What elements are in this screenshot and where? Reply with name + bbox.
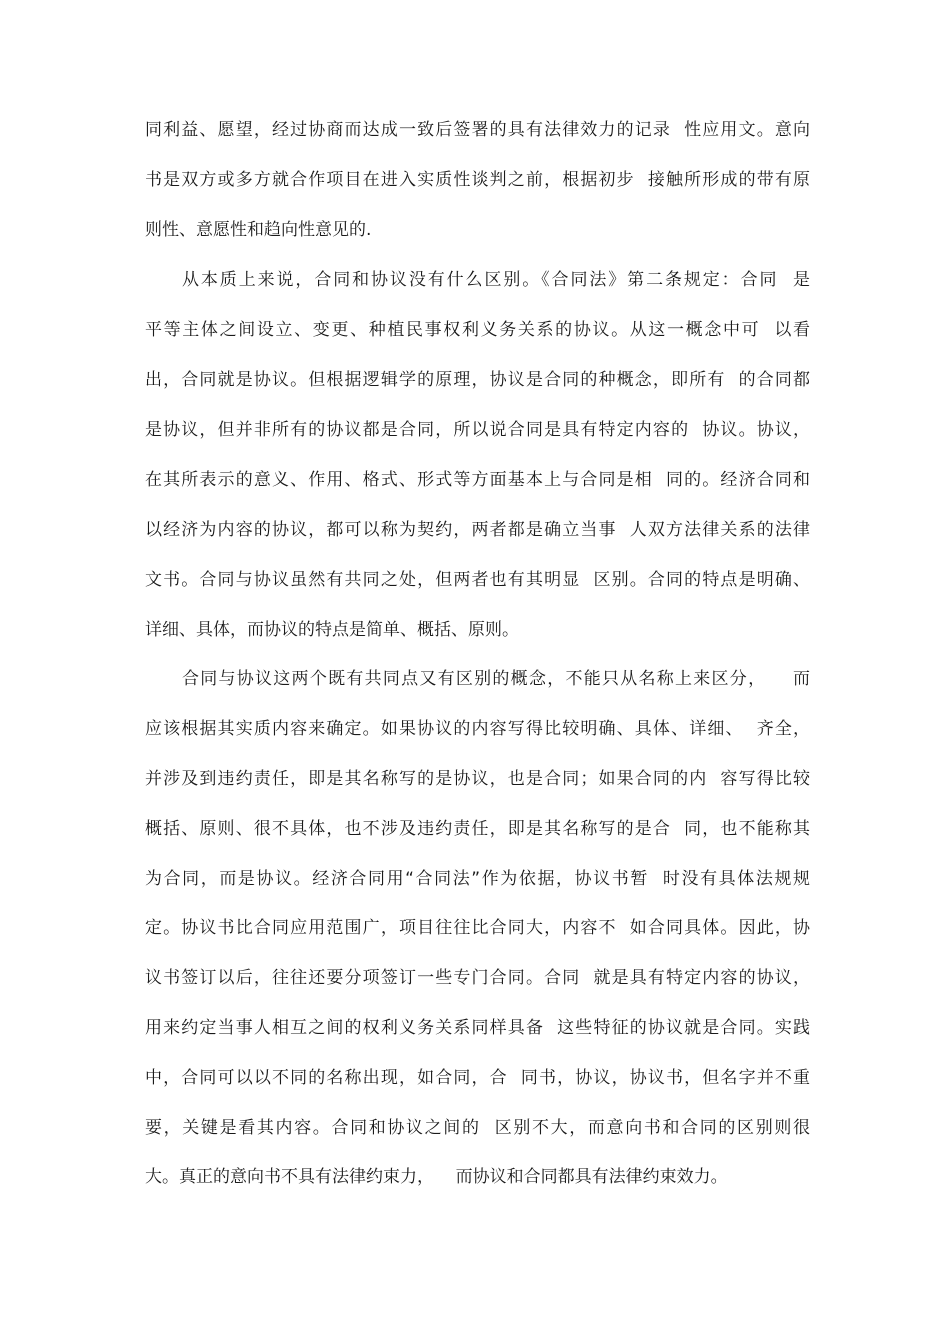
text-line: 平等主体之间设立、变更、种植民事权利义务关系的协议。从这一概念中可 以看 [145, 320, 810, 340]
text-line: 从本质上来说，合同和协议没有什么区别。《合同法》第二条规定：合同 是 [182, 270, 810, 290]
text-line: 概括、原则、很不具体，也不涉及违约责任，即是其名称写的是合 同，也不能称其 [145, 819, 810, 839]
text-line: 大。真正的意向书不具有法律约束力， 而协议和合同都具有法律约束效力。 [145, 1167, 728, 1187]
text-line: 要，关键是看其内容。合同和协议之间的 区别不大，而意向书和合同的区别则很 [145, 1118, 810, 1138]
text-line: 并涉及到违约责任，即是其名称写的是协议，也是合同；如果合同的内 容写得比较 [145, 769, 810, 789]
text-line: 出，合同就是协议。但根据逻辑学的原理，协议是合同的种概念，即所有 的合同都 [145, 370, 810, 390]
text-line: 书是双方或多方就合作项目在进入实质性谈判之前，根据初步 接触所形成的带有原 [145, 170, 810, 190]
text-line: 用来约定当事人相互之间的权利义务关系同样具备 这些特征的协议就是合同。实践 [145, 1018, 810, 1038]
text-line: 为合同，而是协议。经济合同用“合同法”作为依据，协议书暂 时没有具体法规规 [145, 869, 810, 889]
text-line: 合同与协议这两个既有共同点又有区别的概念，不能只从名称上来区分， 而 [182, 669, 810, 689]
text-line: 以经济为内容的协议，都可以称为契约，两者都是确立当事 人双方法律关系的法律 [145, 520, 810, 540]
text-line: 议书签订以后，往往还要分项签订一些专门合同。合同 就是具有特定内容的协议， [145, 968, 810, 988]
text-line: 是协议，但并非所有的协议都是合同，所以说合同是具有特定内容的 协议。协议， [145, 420, 810, 440]
text-line: 则性、意愿性和趋向性意见的. [145, 220, 372, 240]
text-line: 应该根据其实质内容来确定。如果协议的内容写得比较明确、具体、详细、 齐全， [145, 719, 810, 739]
text-line: 文书。合同与协议虽然有共同之处，但两者也有其明显 区别。合同的特点是明确、 [145, 570, 810, 590]
text-line: 中，合同可以以不同的名称出现，如合同，合 同书，协议，协议书，但名字并不重 [145, 1068, 810, 1088]
text-line: 详细、具体，而协议的特点是简单、概括、原则。 [145, 620, 519, 640]
text-line: 定。协议书比合同应用范围广，项目往往比合同大，内容不 如合同具体。因此，协 [145, 918, 810, 938]
text-line: 在其所表示的意义、作用、格式、形式等方面基本上与合同是相 同的。经济合同和 [145, 470, 810, 490]
text-line: 同利益、愿望，经过协商而达成一致后签署的具有法律效力的记录 性应用文。意向 [145, 120, 810, 140]
